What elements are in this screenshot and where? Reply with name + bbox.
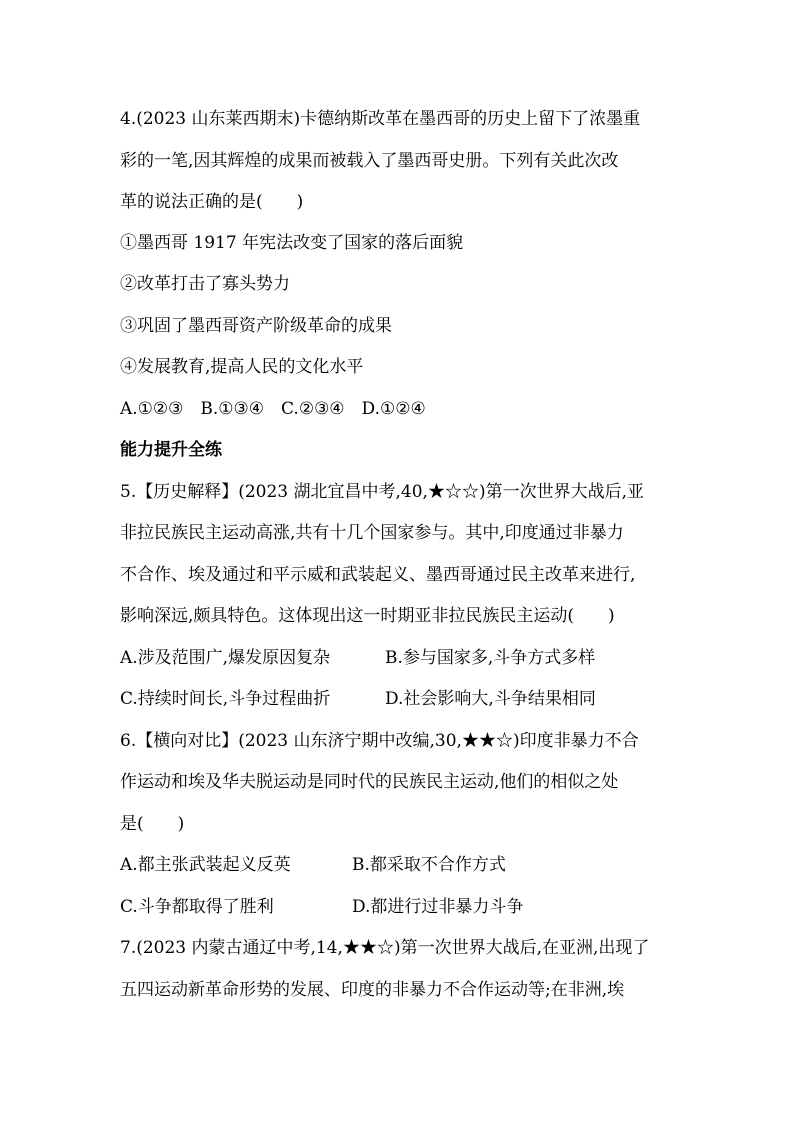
- q5-option-b: B.参与国家多,斗争方式多样: [385, 648, 596, 668]
- q6-stem-line-2: 作运动和埃及华夫脱运动是同时代的民族民主运动,他们的相似之处: [120, 772, 619, 792]
- q4-stem-line-1: 4.(2023 山东莱西期末)卡德纳斯改革在墨西哥的历史上留下了浓墨重: [120, 109, 641, 129]
- q4-stem-line-2: 彩的一笔,因其辉煌的成果而被载入了墨西哥史册。下列有关此次改: [120, 151, 619, 171]
- q7-stem-line-1: 7.(2023 内蒙古通辽中考,14,★★☆)第一次世界大战后,在亚洲,出现了: [120, 938, 650, 958]
- section-title: 能力提升全练: [120, 440, 222, 460]
- q7-stem-line-2: 五四运动新革命形势的发展、印度的非暴力不合作运动等;在非洲,埃: [120, 980, 625, 1000]
- q6-option-a: A.都主张武装起义反英: [120, 855, 291, 875]
- q4-item-2: ②改革打击了寡头势力: [120, 274, 290, 294]
- q6-option-d: D.都进行过非暴力斗争: [352, 897, 524, 917]
- q5-option-d: D.社会影响大,斗争结果相同: [385, 689, 596, 709]
- q4-stem-line-3: 革的说法正确的是( ): [120, 192, 304, 212]
- q6-option-c: C.斗争都取得了胜利: [120, 897, 274, 917]
- q4-item-3: ③巩固了墨西哥资产阶级革命的成果: [120, 316, 392, 336]
- q5-stem-line-4: 影响深远,颇具特色。这体现出这一时期亚非拉民族民主运动( ): [120, 606, 615, 626]
- q5-option-a: A.涉及范围广,爆发原因复杂: [120, 648, 331, 668]
- q5-option-c: C.持续时间长,斗争过程曲折: [120, 689, 331, 709]
- q6-option-b: B.都采取不合作方式: [352, 855, 506, 875]
- q4-item-1: ①墨西哥 1917 年宪法改变了国家的落后面貌: [120, 233, 464, 253]
- q4-item-4: ④发展教育,提高人民的文化水平: [120, 357, 364, 377]
- q4-options: A.①②③ B.①③④ C.②③④ D.①②④: [120, 399, 426, 419]
- q6-stem-line-3: 是( ): [120, 814, 185, 834]
- q6-stem-line-1: 6.【横向对比】(2023 山东济宁期中改编,30,★★☆)印度非暴力不合: [120, 731, 639, 751]
- q5-stem-line-1: 5.【历史解释】(2023 湖北宜昌中考,40,★☆☆)第一次世界大战后,亚: [120, 482, 644, 502]
- q5-stem-line-3: 不合作、埃及通过和平示威和武装起义、墨西哥通过民主改革来进行,: [120, 565, 636, 585]
- q5-stem-line-2: 非拉民族民主运动高涨,共有十几个国家参与。其中,印度通过非暴力: [120, 523, 624, 543]
